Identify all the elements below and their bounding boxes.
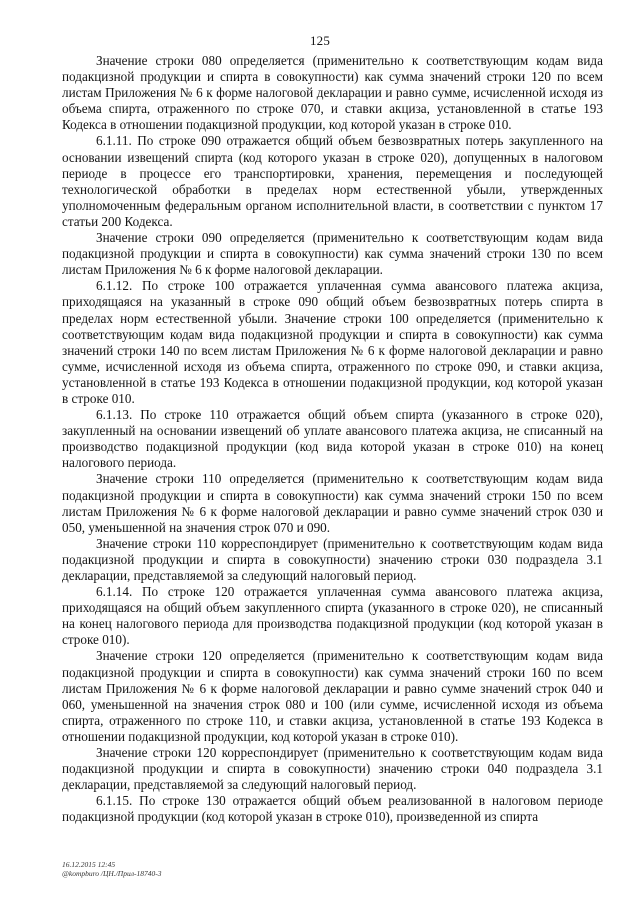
paragraph: 6.1.14. По строке 120 отражается уплаченная сумма авансового платежа акциза, приходящаяся на общий объем закупленного спирта (указанного в строке 020), не списанный на конец налогового периода для производства подакцизной продукции (код которой указан в строке 010). <box>62 584 603 648</box>
paragraph: Значение строки 120 корреспондирует (применительно к соответствующим кодам вида подакцизной продукции и спирта в совокупности) значению строки 040 подраздела 3.1 декларации, представляемой за следующий налоговый период. <box>62 745 603 793</box>
paragraph: 6.1.12. По строке 100 отражается уплаченная сумма авансового платежа акциза, приходящаяся на указанный в строке 090 общий объем безвозвратных потерь спирта в пределах норм естественной убыли. Значение строки 100 определяется (применительно к соответствующим кодам вида подакцизной продукции и спирта в совокупности) как сумма значений строки 140 по всем листам Приложения № 6 к форме налоговой декларации и равно сумме, исчисленной исходя из объема спирта, отраженного по строке 090, и ставки акциза, установленной в статье 193 Кодекса в отношении подакцизной продукции, код которой указан в строке 010. <box>62 278 603 406</box>
paragraph: Значение строки 110 определяется (применительно к соответствующим кодам вида подакцизной продукции и спирта в совокупности) как сумма значений строки 150 по всем листам Приложения № 6 к форме налоговой декларации и равно сумме значений строк 030 и 050, уменьшенной на значения строк 070 и 090. <box>62 471 603 535</box>
paragraph: Значение строки 080 определяется (применительно к соответствующим кодам вида подакцизной продукции и спирта в совокупности) как сумма значений строки 120 по всем листам Приложения № 6 к форме налоговой декларации и равно сумме, исчисленной исходя из объема спирта, отраженного по строке 070, и ставки акциза, установленной в статье 193 Кодекса в отношении подакцизной продукции, код которой указан в строке 010. <box>62 53 603 133</box>
paragraph: Значение строки 120 определяется (применительно к соответствующим кодам вида подакцизной продукции и спирта в совокупности) как сумма значений строки 160 по всем листам Приложения № 6 к форме налоговой декларации и равно сумме значений строк 040 и 060, уменьшенной на значения строк 080 и 100 (или сумме, исчисленной исходя из объема спирта, отраженного по строке 110, и ставки акциза, установленной в статье 193 Кодекса в отношении подакцизной продукции, код которой указан в строке 010). <box>62 648 603 744</box>
paragraph: 6.1.15. По строке 130 отражается общий объем реализованной в налоговом периоде подакцизной продукции (код которой указан в строке 010), произведенной из спирта <box>62 793 603 825</box>
footer-timestamp: 16.12.2015 12:45 <box>62 860 116 869</box>
paragraph: 6.1.11. По строке 090 отражается общий объем безвозвратных потерь закупленного на основании извещений спирта (код которого указан в строке 020), допущенных в налоговом периоде в процессе его транспортировки, хранения, перемещения и последующей технологической обработки в пределах норм естественной убыли, утвержденных уполномоченным федеральным органом исполнительной власти, в соответствии с пунктом 17 статьи 200 Кодекса. <box>62 133 603 229</box>
paragraph: Значение строки 090 определяется (применительно к соответствующим кодам вида подакцизной продукции и спирта в совокупности) как сумма значений строки 130 по всем листам Приложения № 6 к форме налоговой декларации. <box>62 230 603 278</box>
paragraph: 6.1.13. По строке 110 отражается общий объем спирта (указанного в строке 020), закупленный на основании извещений об уплате авансового платежа акциза, не списанный на производство подакцизной продукции (код вида которой указан в строке 010) на конец налогового периода. <box>62 407 603 471</box>
paragraph: Значение строки 110 корреспондирует (применительно к соответствующим кодам вида подакцизной продукции и спирта в совокупности) значению строки 030 подраздела 3.1 декларации, представляемой за следующий налоговый период. <box>62 535 603 583</box>
print-footer <box>62 860 161 878</box>
page-number: 125 <box>309 33 331 48</box>
footer-file-path: @kompburo /ЦН./Прил-18740-3 <box>62 869 162 878</box>
document-body <box>62 53 603 826</box>
